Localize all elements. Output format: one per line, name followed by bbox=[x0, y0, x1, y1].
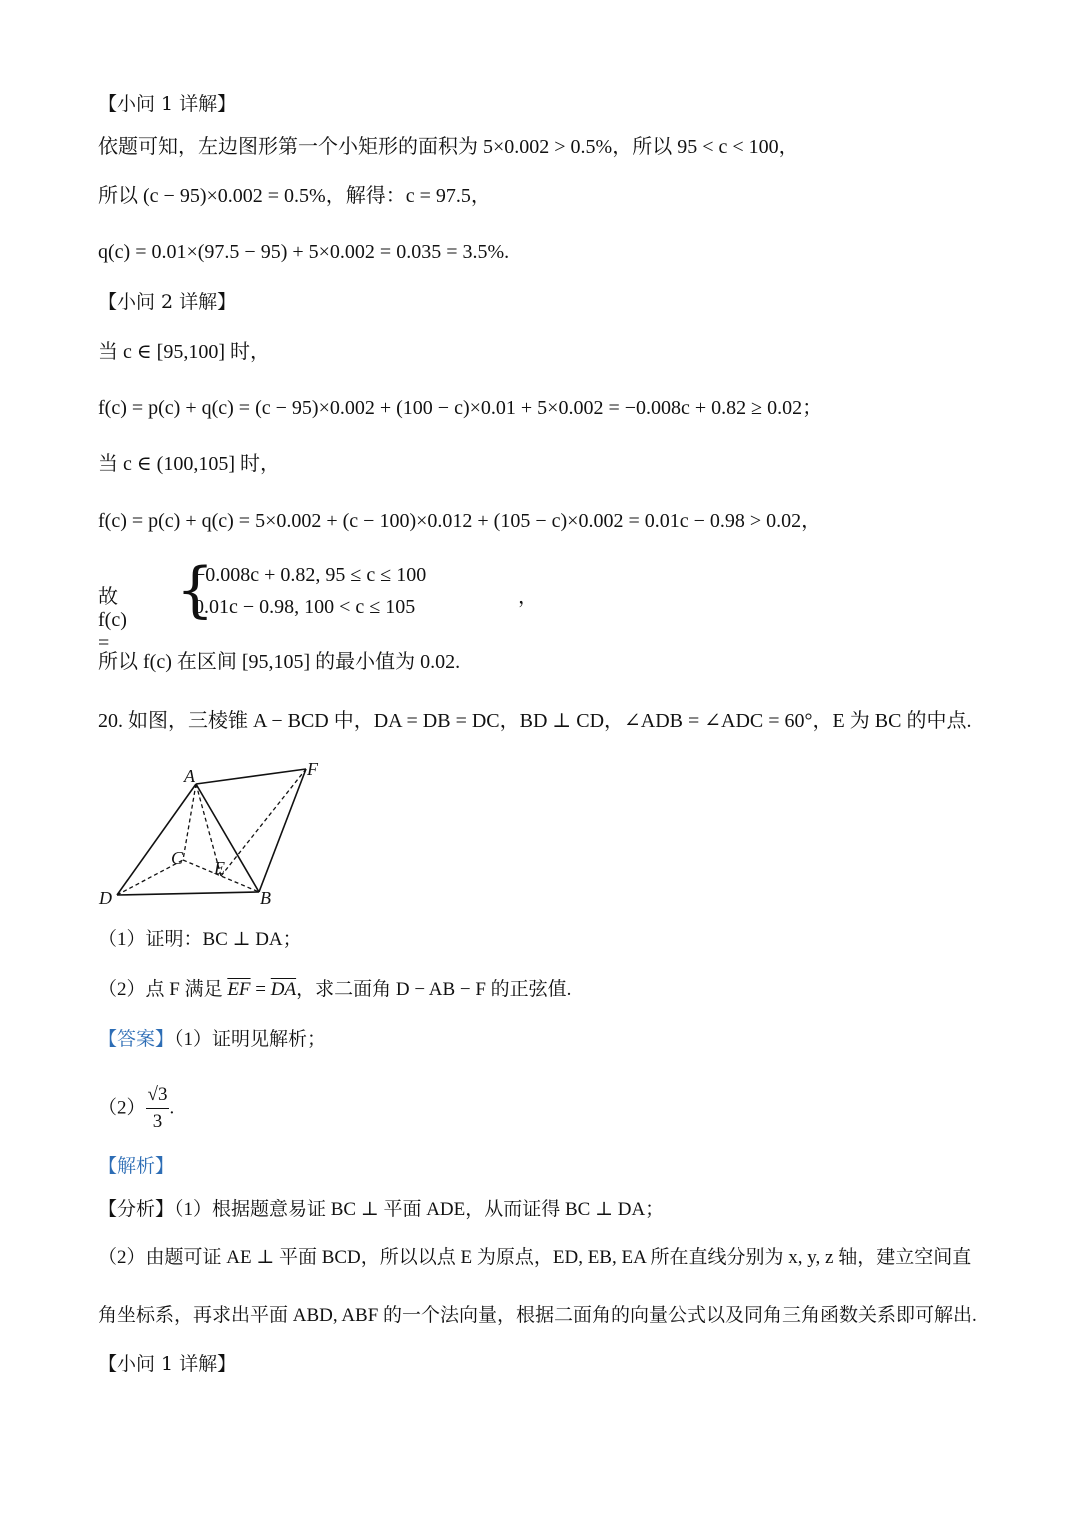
edge-AF bbox=[196, 769, 306, 784]
answer-part-2 bbox=[98, 1082, 174, 1135]
answer-line bbox=[98, 1028, 326, 1052]
edge-DB bbox=[117, 892, 259, 895]
analysis-line: 角坐标系，再求出平面 ABD, ABF 的一个法向量，根据二面角的向量公式以及同角三角函数关系即可解出. bbox=[98, 1305, 977, 1326]
piecewise-case-1: −0.008c + 0.82, 95 ≤ c ≤ 100 bbox=[194, 564, 427, 586]
edge-DA bbox=[117, 784, 196, 895]
edge-AC bbox=[183, 784, 196, 860]
part-1-question: （1）证明：BC ⊥ DA； bbox=[98, 929, 302, 950]
piecewise-case-2: 0.01c − 0.98, 100 < c ≤ 105 bbox=[194, 596, 416, 618]
solution-line: 当 c ∈ (100,105] 时， bbox=[98, 453, 281, 475]
solution-line: 依题可知，左边图形第一个小矩形的面积为 5×0.002 > 0.5%，所以 95 < c < 100， bbox=[98, 136, 799, 158]
left-brace: { bbox=[176, 555, 215, 625]
fraction-sqrt3-over-3 bbox=[146, 1082, 170, 1135]
edge-AB bbox=[196, 784, 259, 892]
label-B: B bbox=[260, 888, 271, 908]
analysis-line: （2）由题可证 AE ⊥ 平面 BCD，所以以点 E 为原点，ED, EB, EA 所在直线分别为 x, y, z 轴，建立空间直 bbox=[98, 1247, 972, 1268]
label-C: C bbox=[171, 848, 184, 868]
part-2-suffix: ，求二面角 D − AB − F 的正弦值. bbox=[296, 979, 572, 1000]
equals-sign: = bbox=[250, 979, 271, 1000]
solution-line: f(c) = p(c) + q(c) = 5×0.002 + (c − 100)×0.012 + (105 − c)×0.002 = 0.01c − 0.98 > 0.02， bbox=[98, 510, 822, 532]
analysis-line: 【分析】（1）根据题意易证 BC ⊥ 平面 ADE，从而证得 BC ⊥ DA； bbox=[98, 1199, 665, 1220]
solution-line: 所以 f(c) 在区间 [95,105] 的最小值为 0.02. bbox=[98, 651, 461, 673]
vector-EF: $\overline{EF}$ bbox=[227, 979, 251, 1000]
solution-line: f(c) = p(c) + q(c) = (c − 95)×0.002 + (100 − c)×0.01 + 5×0.002 = −0.008c + 0.82 ≥ 0.02； bbox=[98, 397, 823, 419]
pyramid-figure bbox=[98, 760, 338, 910]
label-F: F bbox=[307, 760, 318, 779]
fraction-numerator: √3 bbox=[146, 1082, 170, 1109]
part-2-prefix: （2）点 F 满足 bbox=[98, 979, 228, 1000]
problem-20-statement: 20. 如图，三棱锥 A − BCD 中，DA = DB = DC，BD ⊥ CD，∠ADB = ∠ADC = 60°，E 为 BC 的中点. bbox=[98, 710, 972, 732]
analysis-tag: 【解析】 bbox=[98, 1155, 175, 1177]
subquestion-1-heading: 【小问 1 详解】 bbox=[98, 93, 237, 115]
answer-part-1: （1）证明见解析； bbox=[174, 1029, 327, 1050]
label-D: D bbox=[99, 888, 112, 908]
answer-part-2-prefix: （2） bbox=[98, 1097, 146, 1119]
part-2-question bbox=[98, 978, 571, 1002]
solution-line: 当 c ∈ [95,100] 时， bbox=[98, 341, 271, 363]
vector-DA: $\overline{DA}$ bbox=[270, 979, 297, 1000]
fraction-denominator: 3 bbox=[152, 1111, 163, 1132]
label-E: E bbox=[214, 858, 225, 878]
answer-period: . bbox=[169, 1097, 175, 1119]
edge-EF bbox=[221, 769, 306, 876]
solution-line: q(c) = 0.01×(97.5 − 95) + 5×0.002 = 0.035 = 3.5%. bbox=[98, 241, 510, 263]
edge-FB bbox=[259, 769, 306, 892]
label-A: A bbox=[184, 766, 195, 786]
piecewise-suffix: ， bbox=[518, 586, 538, 608]
subquestion-1-heading: 【小问 1 详解】 bbox=[98, 1353, 237, 1375]
subquestion-2-heading: 【小问 2 详解】 bbox=[98, 291, 237, 313]
piecewise-prefix: 故 f(c) = bbox=[98, 586, 127, 654]
solution-line: 所以 (c − 95)×0.002 = 0.5%，解得：c = 97.5， bbox=[98, 185, 491, 207]
answer-tag: 【答案】 bbox=[98, 1029, 175, 1050]
